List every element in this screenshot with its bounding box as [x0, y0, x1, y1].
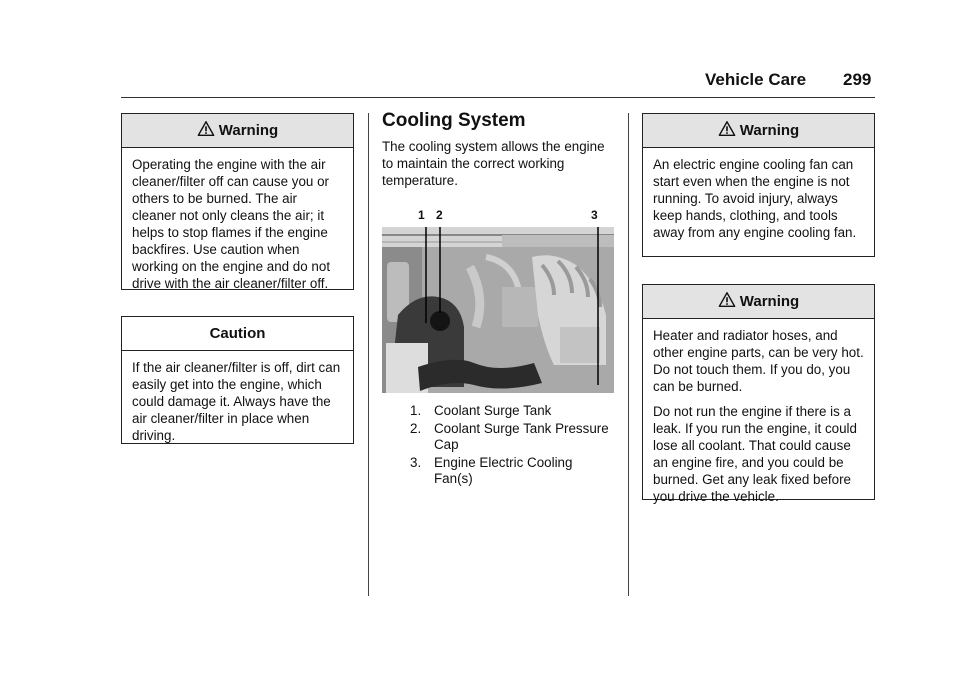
header-page-number: 299: [843, 70, 872, 89]
legend-number: 1.: [410, 403, 422, 418]
header-section-title: Vehicle Care: [705, 70, 807, 89]
warning-box-hoses: [642, 284, 875, 504]
header-rule: [121, 97, 875, 98]
caution-title: Caution: [209, 325, 266, 342]
engine-bay-illustration: [382, 227, 614, 393]
warning-box-header: [122, 114, 353, 148]
warning-title: Warning: [218, 122, 279, 139]
callout-legend: [410, 403, 610, 489]
callout-1: 1: [418, 208, 425, 222]
caution-text: If the air cleaner/filter is off, dirt can easily get into the engine, which could damage it. Always have the air cleaner/filter in place when driving.: [132, 360, 341, 443]
caution-box-air-cleaner: [121, 316, 354, 444]
warning-triangle-icon: [197, 120, 215, 138]
warning-body: [122, 148, 353, 292]
warning-body: [643, 148, 874, 241]
warning-box-header: [643, 285, 874, 319]
column-divider-right: [628, 113, 629, 596]
caution-box-header: [122, 317, 353, 351]
legend-item: [410, 403, 610, 419]
warning-triangle-icon: [718, 120, 736, 138]
legend-item: [410, 455, 610, 487]
caution-body: [122, 351, 353, 444]
callout-2: 2: [436, 208, 443, 222]
legend-label: Engine Electric Cooling Fan(s): [434, 455, 573, 486]
section-title-cooling-system: Cooling System: [382, 110, 526, 131]
warning-box-air-cleaner: [121, 113, 354, 290]
callout-3: 3: [591, 208, 598, 222]
warning-text: Operating the engine with the air cleaner/filter off can cause you or others to be burned. The air cleaner not only cleans the air; it helps to stop flames if the engine backfires. Use caution when working on the engine and do not drive with the air cleaner/filter off.: [132, 157, 331, 291]
warning-body: [643, 319, 874, 505]
warning-title: Warning: [739, 293, 800, 310]
section-intro-text: The cooling system allows the engine to maintain the correct working temperature.: [382, 139, 605, 188]
warning-paragraph: Heater and radiator hoses, and other engine parts, can be very hot. Do not touch them. If you do, you can be burned.: [653, 328, 864, 394]
legend-label: Coolant Surge Tank Pressure Cap: [434, 421, 609, 452]
warning-box-header: [643, 114, 874, 148]
warning-text: An electric engine cooling fan can start even when the engine is not running. To avoid injury, always keep hands, clothing, and tools away from any engine cooling fan.: [653, 157, 857, 240]
legend-number: 3.: [410, 455, 422, 470]
column-divider-left: [368, 113, 369, 596]
warning-triangle-icon: [718, 291, 736, 309]
legend-number: 2.: [410, 421, 422, 436]
legend-label: Coolant Surge Tank: [434, 403, 552, 418]
page-header: [0, 70, 960, 94]
warning-box-cooling-fan: [642, 113, 875, 257]
warning-title: Warning: [739, 122, 800, 139]
legend-item: [410, 421, 610, 453]
warning-paragraph: Do not run the engine if there is a leak. If you run the engine, it could lose all coolant. That could cause an engine fire, and you could be burned. Get any leak fixed before you drive the vehicle.: [653, 404, 857, 504]
